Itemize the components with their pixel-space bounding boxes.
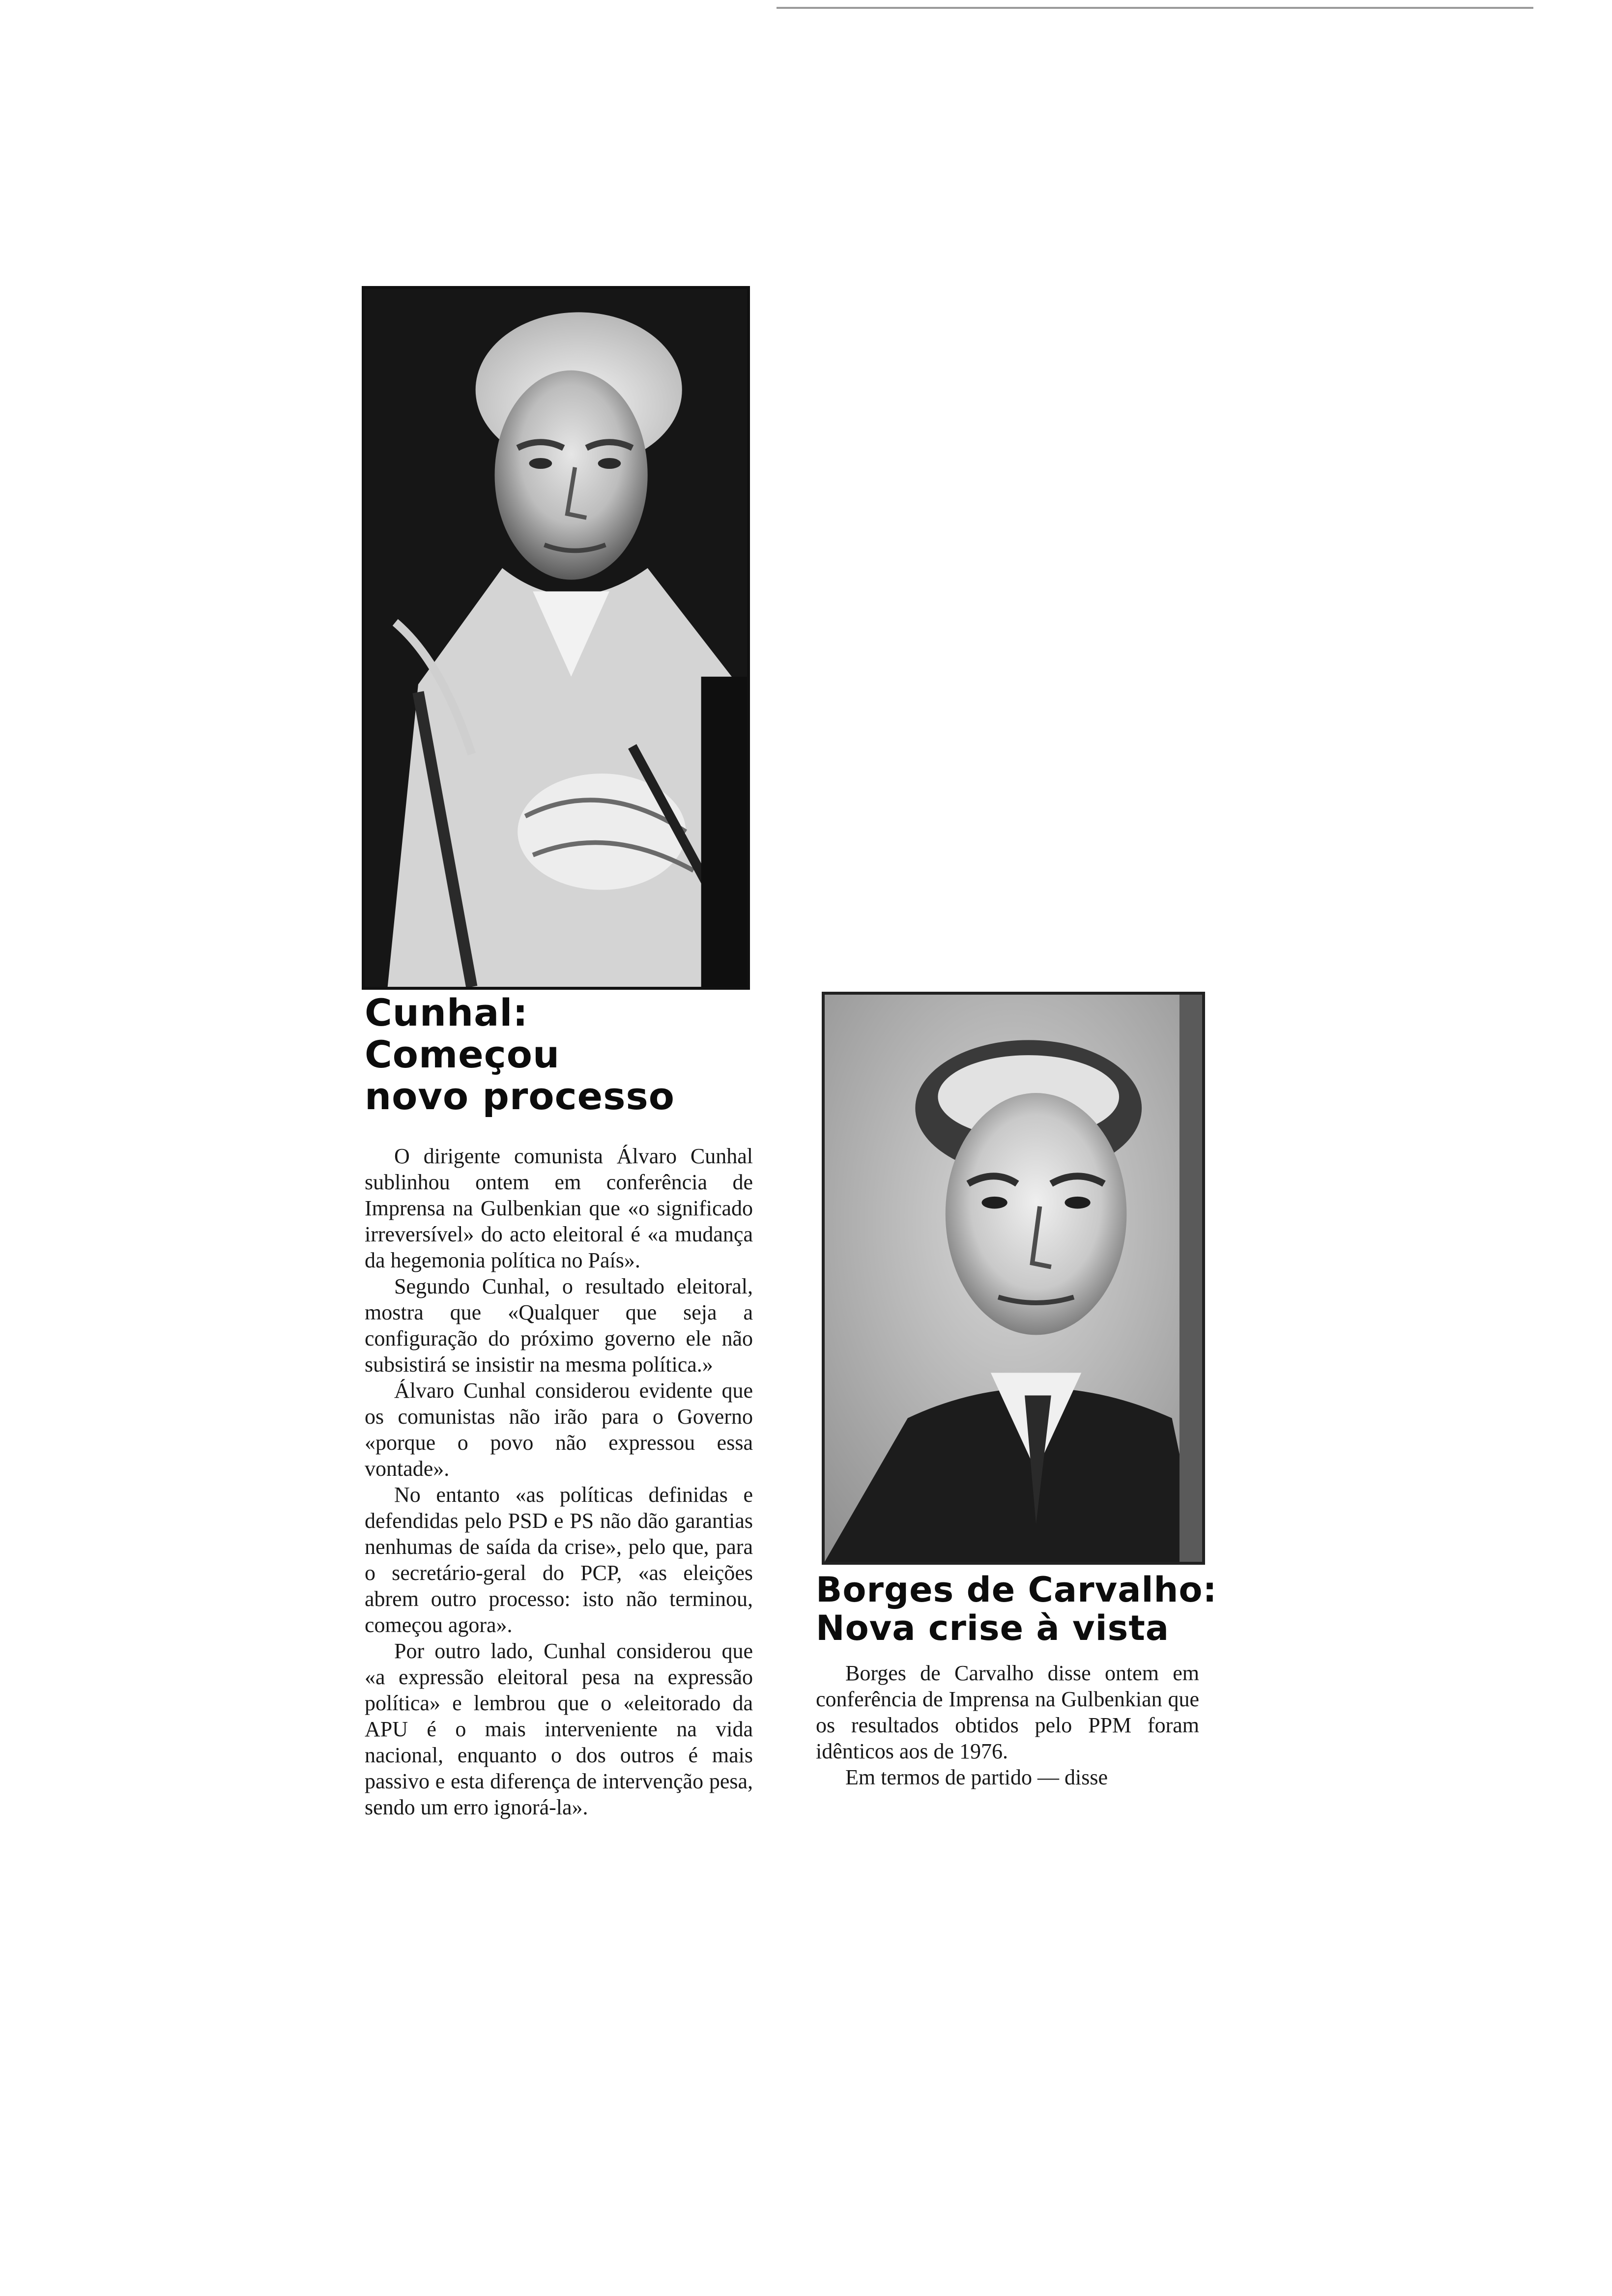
top-edge-rule	[777, 7, 1533, 9]
borges-paragraph-1: Borges de Carvalho disse ontem em conferência de Imprensa na Gulbenkian que os resultados obtidos pelo PPM foram idênticos aos de 1976.	[816, 1661, 1199, 1763]
borges-headline	[816, 1571, 1238, 1648]
borges-headline-line-2: Nova crise à vista	[816, 1608, 1170, 1649]
cunhal-headline	[365, 992, 758, 1117]
borges-paragraph-2: Em termos de partido — disse	[845, 1765, 1108, 1789]
cunhal-paragraph-3: Álvaro Cunhal considerou evidente que os comunistas não irão para o Governo «porque o povo não expressou essa vontade».	[365, 1378, 753, 1481]
borges-portrait-image	[825, 995, 1202, 1562]
cunhal-headline-line-3: novo processo	[365, 1074, 675, 1119]
borges-article-body	[816, 1660, 1199, 1790]
cunhal-headline-line-1: Cunhal:	[365, 991, 528, 1034]
borges-portrait-photo	[822, 992, 1205, 1565]
borges-headline-line-1: Borges de Carvalho:	[816, 1570, 1217, 1610]
cunhal-article-body	[365, 1143, 753, 1820]
cunhal-portrait-photo	[362, 286, 750, 990]
cunhal-portrait-image	[365, 289, 747, 987]
cunhal-headline-line-2: Começou	[365, 1033, 560, 1077]
cunhal-paragraph-5: Por outro lado, Cunhal considerou que «a expressão eleitoral pesa na expressão política» e lembrou que o «eleitorado da APU é o mais interveniente na vida nacional, enquanto o dos outros é mais passivo e esta diferença de intervenção pesa, sendo um erro ignorá-la».	[365, 1639, 753, 1819]
cunhal-paragraph-1: O dirigente comunista Álvaro Cunhal sublinhou ontem em conferência de Imprensa na Gulbenkian que «o significado irreversível» do acto eleitoral é «a mudança da hegemonia política no País».	[365, 1144, 753, 1272]
cunhal-paragraph-4: No entanto «as políticas definidas e defendidas pelo PSD e PS não dão garantias nenhumas de saída da crise», pelo que, para o secretário-geral do PCP, «as eleições abrem outro processo: isto não terminou, começou agora».	[365, 1483, 753, 1637]
cunhal-paragraph-2: Segundo Cunhal, o resultado eleitoral, mostra que «Qualquer que seja a configuração do próximo governo ele não subsistirá se insistir na mesma política.»	[365, 1274, 753, 1377]
